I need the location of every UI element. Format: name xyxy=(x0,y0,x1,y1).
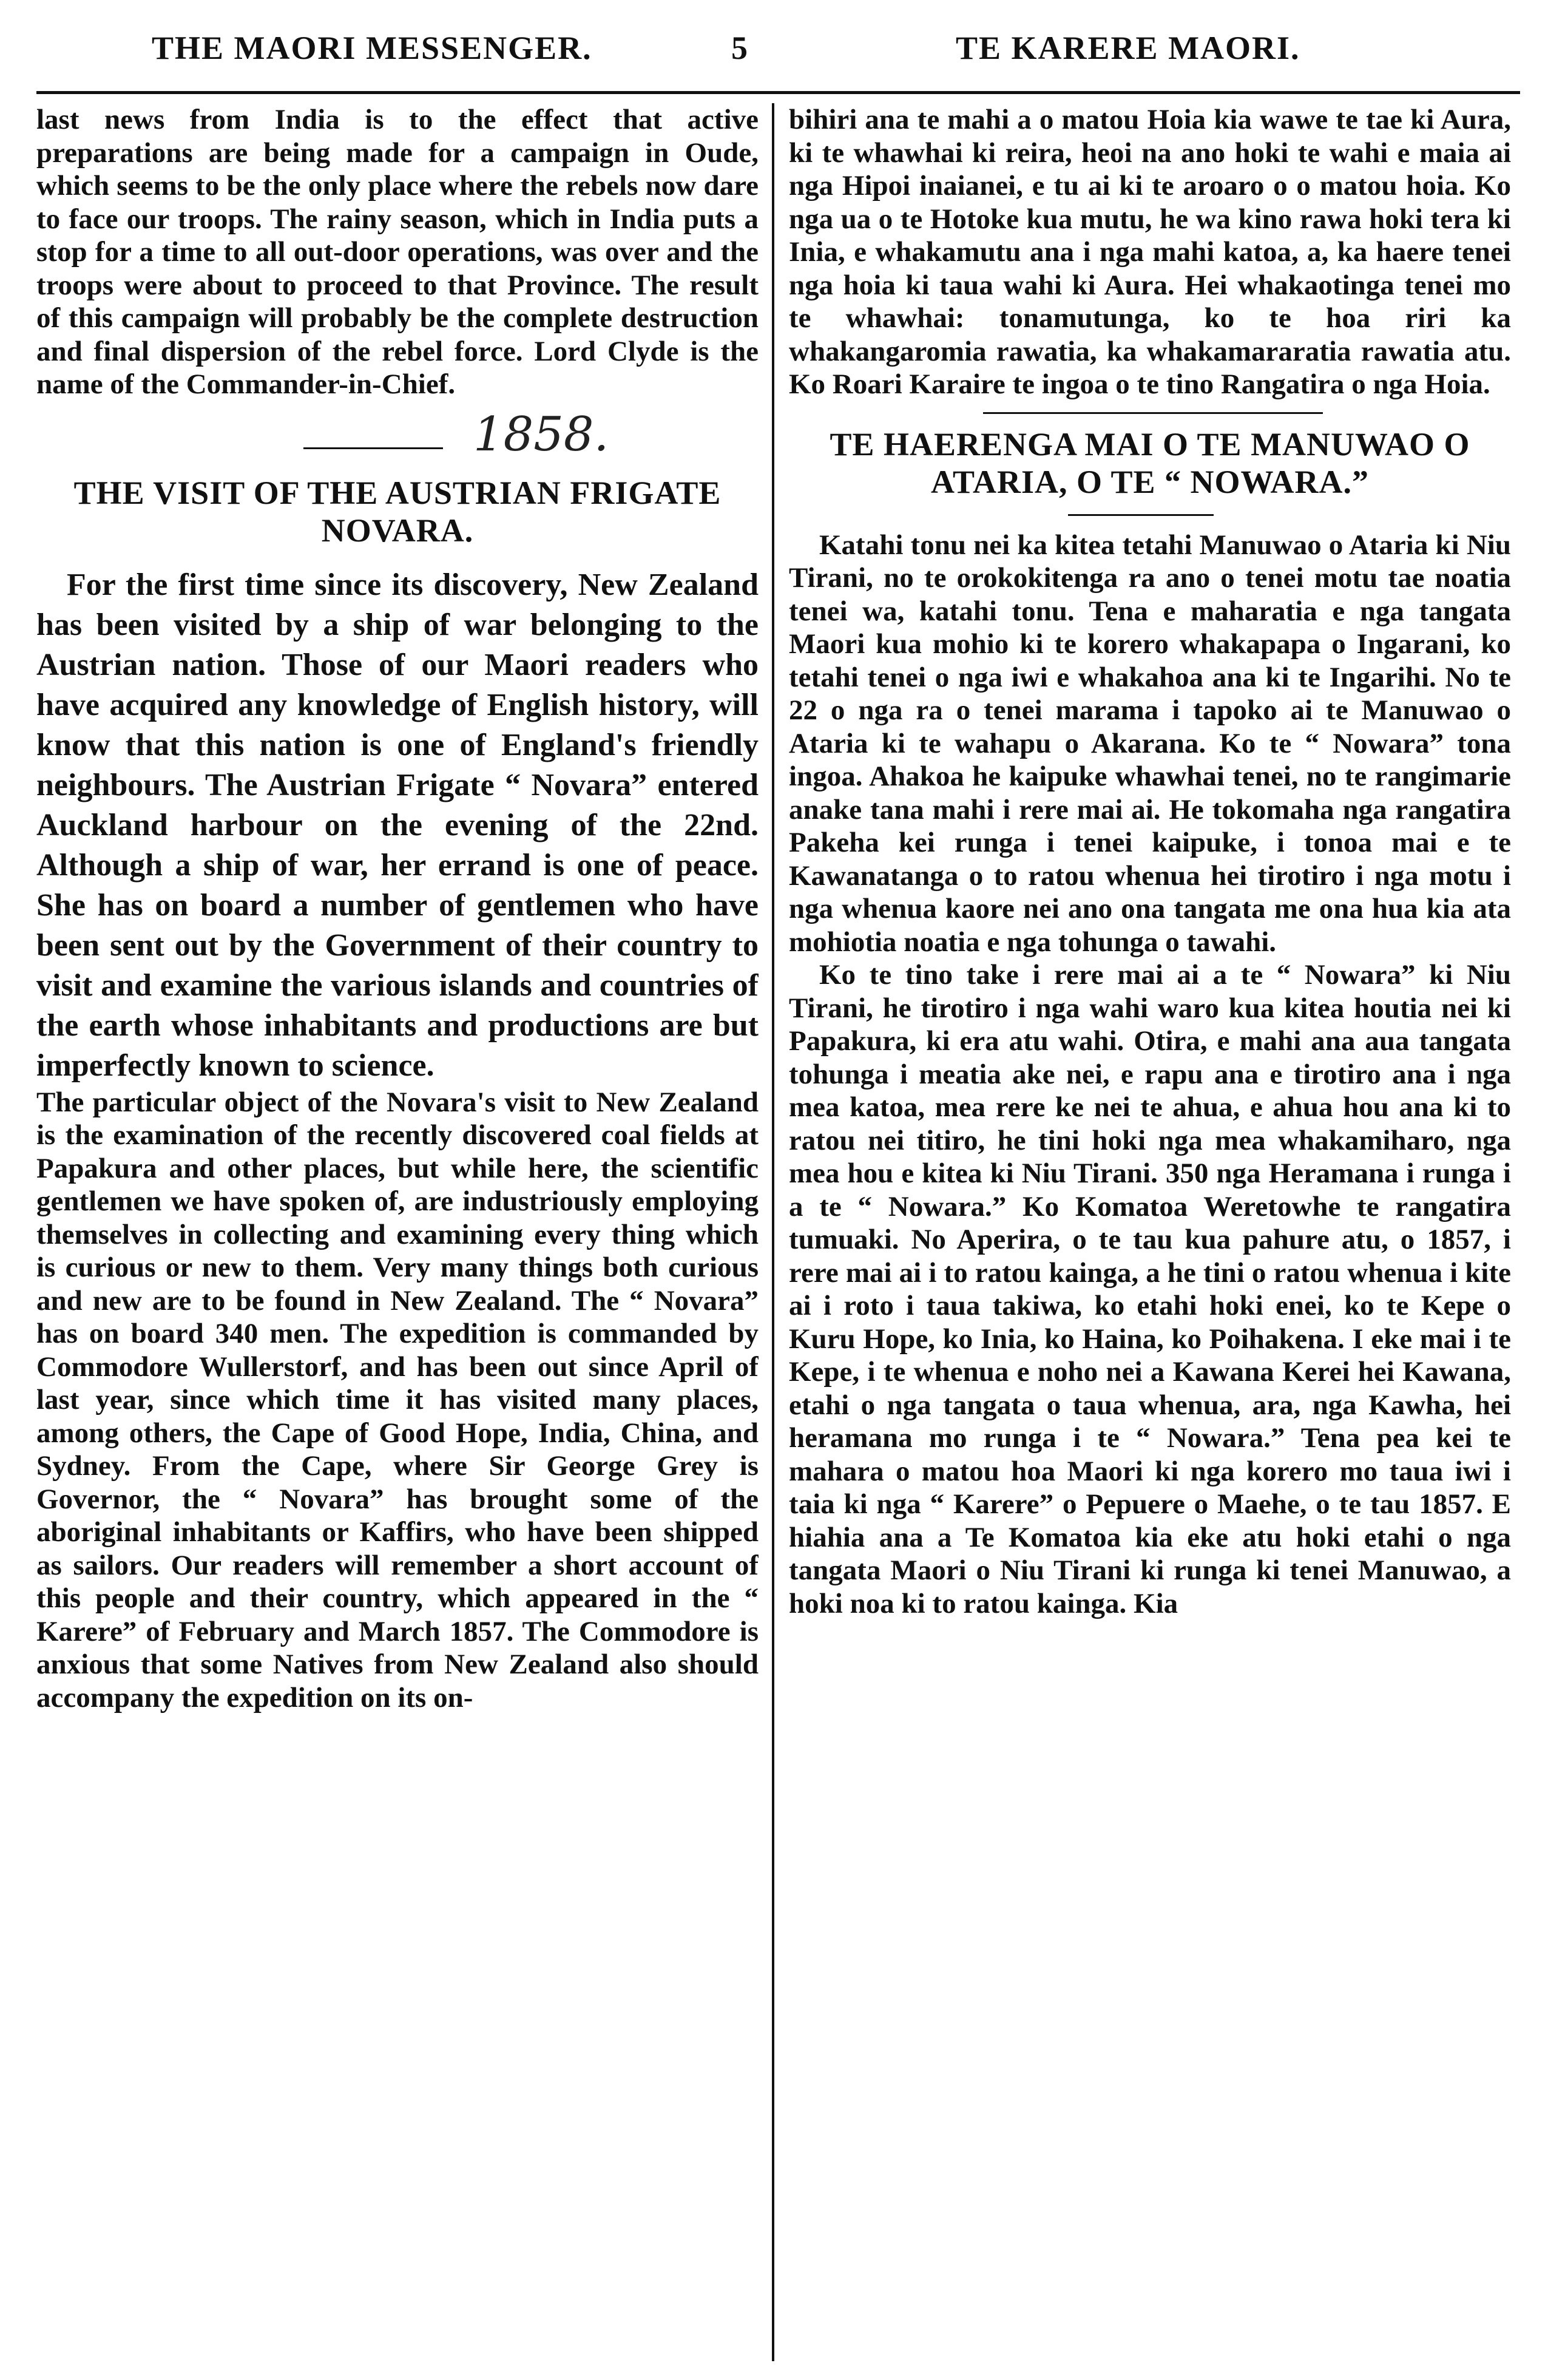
article-paragraph-maori-1: Katahi tonu nei ka kitea tetahi Manuwao o Ataria ki Niu Tirani, no te orokokitenga ra ano o tenei motu tae noatia tenei wa, katahi tonu. Tena e maharatia e nga tangata Maori kua mohio ki te korero whakapapa o Ingarani, ko tetahi tenei o nga iwi e whakahoa ana ki te Ingarihi. No te 22 o nga ra o tenei marama i tapoko ai te Manuwao o Ataria ki te wahapu o Akarana. Ko te “ Nowara” tona ingoa. Ahakoa he kaipuke whawhai tenei, no te rangimarie anake tana mahi i rere mai ai. He tokomaha nga rangatira Pakeha kei runga i tenei kaipuke, i tonoa mai e te Kawanatanga o to ratou whenua hei tirotiro i nga motu i nga whenua kaore nei ano ona tangata me ona hua kia ata mohiotia noatia e nga tohunga o tawahi. xyxy=(789,529,1511,958)
india-news-paragraph-maori: bihiri ana te mahi a o matou Hoia kia wawe te tae ki Aura, ki te whawhai ki reira, heoi na ano hoki te wahi e maia ai nga Hipoi inaianei, e tu ai ki te aroaro o o matou hoia. Ko nga ua o te Hotoke kua mutu, he wa kino rawa hoki tera ki Inia, e whakamutu ana i nga mahi katoa, a, ka haere tenei nga hoia ki taua wahi ki Aura. Hei whakaotinga tenei mo te whawhai: tonamutunga, ko te hoa riri ka whakangaromia rawatia, ka whakamararatia rawatia atu. Ko Roari Karaire te ingoa o te tino Rangatira o nga Hoia. xyxy=(789,104,1511,400)
maori-column xyxy=(789,103,1511,2361)
handwritten-date-annotation: 1858. xyxy=(473,407,609,462)
header-rule xyxy=(36,91,1520,94)
page-number: 5 xyxy=(731,30,749,66)
running-header xyxy=(0,24,1548,79)
section-separator xyxy=(36,401,759,474)
separator-rule-maori xyxy=(983,412,1323,414)
separator-rule xyxy=(303,447,443,449)
english-column xyxy=(36,103,759,2361)
article-paragraph-maori-2: Ko te tino take i rere mai ai a te “ Nowara” ki Niu Tirani, he tirotiro i nga wahi waro kua kitea houtia nei ki Papakura, ki era atu wahi. Otira, e mahi ana aua tangata tohunga i meatia ake nei, e rapu ana e tirotiro ana i nga mea katoa, mea rere ke nei te ahua, e ahua hou ana ki to ratou nei titiro, he tini hoki nga mea whakamiharo, nga mea hou e kitea ki Niu Tirani. 350 nga Heramana i runga i a te “ Nowara.” Ko Komatoa Weretowhe te rangatira tumuaki. No Aperira, o te tau kua pahure atu, o 1857, i rere mai ai i to ratou kainga, a he tini o ratou whenua i kite ai i roto i taua takiwa, ko etahi hoki enei, ko te Kepe o Kuru Hope, ko Inia, ko Haina, ko Poihakena. I eke mai i te Kepe, i te whenua e noho nei a Kawana Kerei hei Kawana, etahi o nga tangata o taua whenua, ara, nga Kawha, hei heramana mo runga i te “ Nowara.” Tena pea kei te mahara o matou hoa Maori ki nga korero mo taua iwi i taia ki nga “ Karere” o Pepuere o Maehe, o te tau 1857. E hiahia ana a Te Komatoa kia eke atu hoki etahi o nga tangata Maori o Niu Tirani ki runga ki tenei Manuwao, a hoki noa ki to ratou kainga. Kia xyxy=(789,959,1511,1619)
article-paragraph-large: For the first time since its discovery, New Zealand has been visited by a ship of war belonging to the Austrian nation. Those of our Maori readers who have acquired any knowledge of English history, will know that this nation is one of England's friendly neighbours. The Austrian Frigate “ Novara” entered Auckland harbour on the evening of the 22nd. Although a ship of war, her errand is one of peace. She has on board a number of gentlemen who have been sent out by the Government of their country to visit and examine the various islands and countries of the earth whose inhabitants and productions are but imperfectly known to science. xyxy=(36,567,759,1083)
india-news-paragraph: last news from India is to the effect that active preparations are being made for a campaign in Oude, which seems to be the only place where the rebels now dare to face our troops. The rainy season, which in India puts a stop for a time to all out-door operations, was over and the troops were about to proceed to that Province. The result of this campaign will probably be the complete destruction and final dispersion of the rebel force. Lord Clyde is the name of the Commander-in-Chief. xyxy=(36,104,759,400)
headline-rule-maori xyxy=(1068,514,1214,516)
header-title-maori: TE KARERE MAORI. xyxy=(956,30,1300,66)
article-paragraph: The particular object of the Novara's visit to New Zealand is the examination of the recently discovered coal fields at Papakura and other places, but while here, the scientific gentlemen we have spoken of, are industriously employing themselves in collecting and examining every thing which is curious or new to them. Very many things both curious and new are to be found in New Zealand. The “ Novara” has on board 340 men. The expedition is commanded by Commodore Wullerstorf, and has been out since April of last year, since which time it has visited many places, among others, the Cape of Good Hope, India, China, and Sydney. From the Cape, where Sir George Grey is Governor, the “ Novara” has brought some of the aboriginal inhabitants or Kaffirs, who have been shipped as sailors. Our readers will remember a short account of this people and their country, which appeared in the “ Karere” of February and March 1857. The Commodore is anxious that some Natives from New Zealand also should accompany the expedition on its on- xyxy=(36,1086,759,1714)
header-title-english: THE MAORI MESSENGER. xyxy=(152,30,592,66)
article-headline: THE VISIT OF THE AUSTRIAN FRIGATE NOVARA. xyxy=(73,474,722,549)
column-divider xyxy=(772,103,774,2361)
headline-separator-maori xyxy=(789,501,1511,529)
article-headline-maori: TE HAERENGA MAI O TE MANUWAO O ATARIA, O TE “ NOWARA.” xyxy=(830,425,1470,500)
section-separator-maori xyxy=(789,401,1511,425)
